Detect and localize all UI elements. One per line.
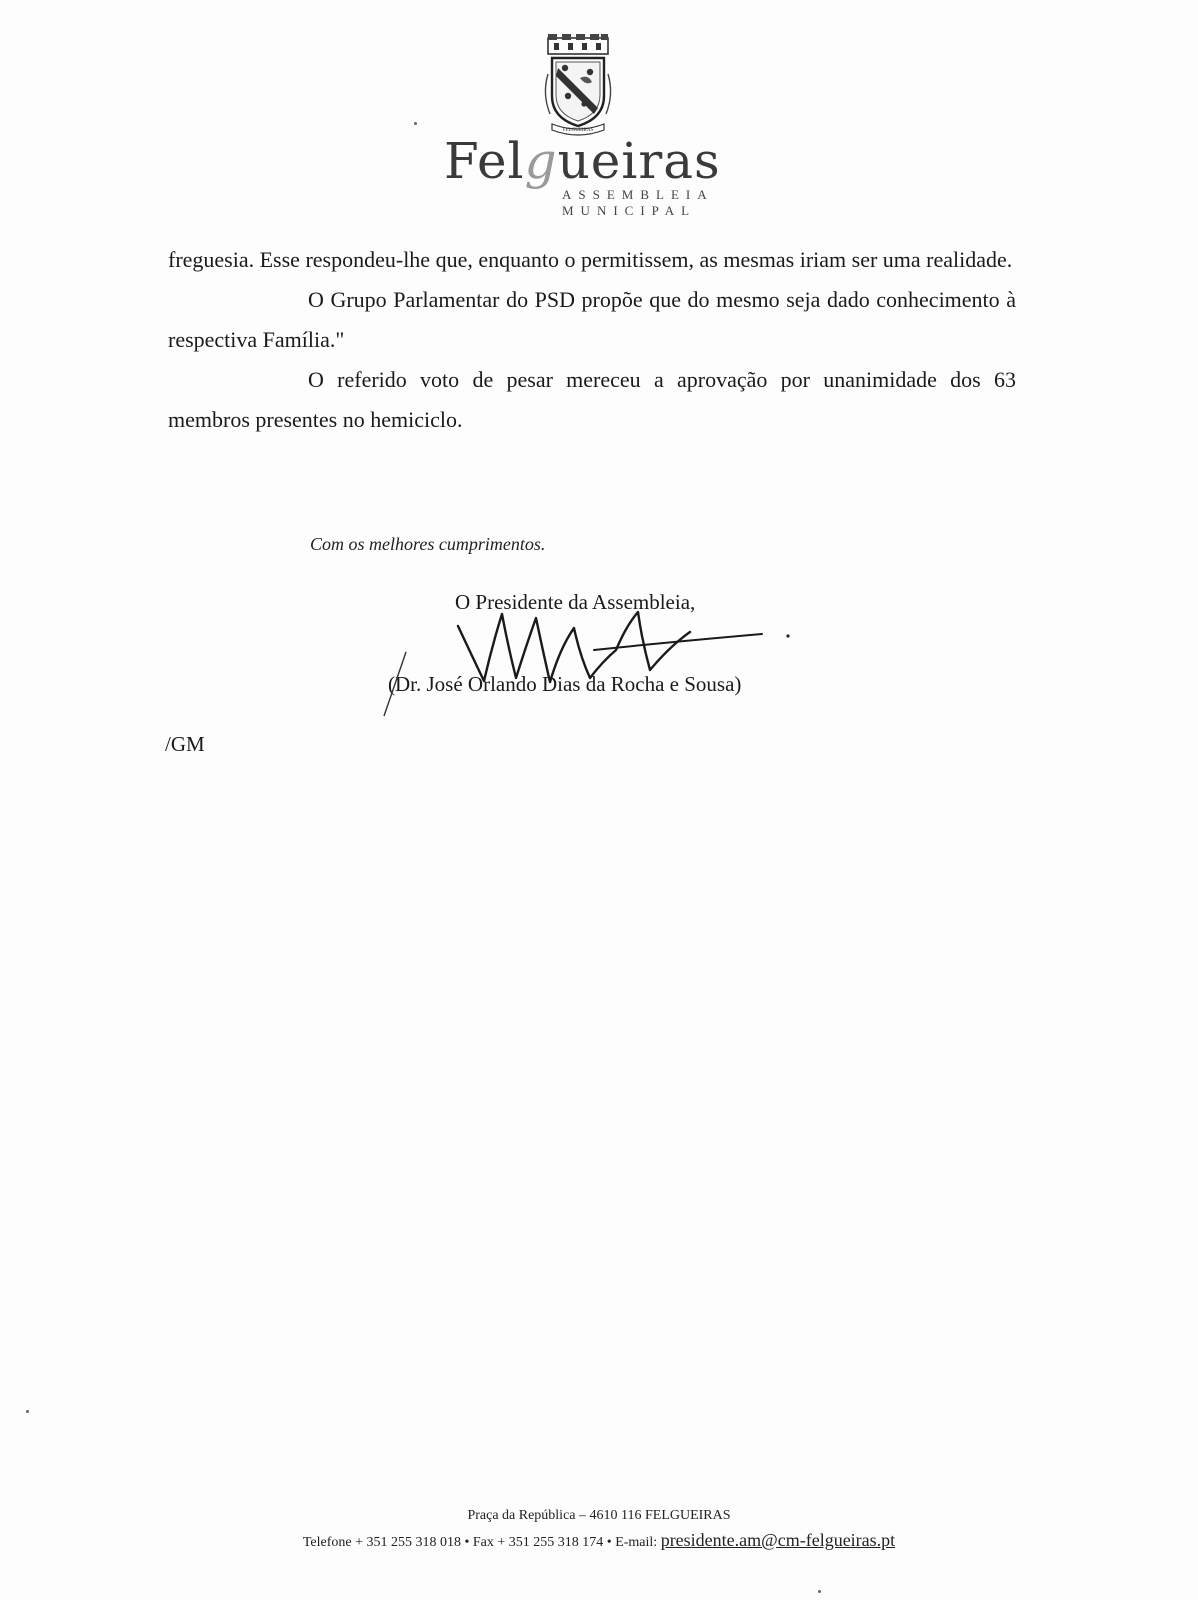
signatory-title: O Presidente da Assembleia, (455, 590, 696, 614)
closing-greeting: Com os melhores cumprimentos. (310, 534, 546, 554)
svg-text:FELGUEIRAS: FELGUEIRAS (562, 128, 594, 133)
footer-address: Praça da República – 4610 116 FELGUEIRAS (467, 1508, 731, 1523)
municipal-crest-icon (538, 34, 618, 136)
body-paragraph-2: O Grupo Parlamentar do PSD propõe que do mesmo seja dado conhecimento à respectiva Família." (168, 287, 1016, 352)
brand-wordmark (444, 132, 721, 190)
brand-subtitle-line2: MUNICIPAL (562, 203, 697, 218)
brand-name-suffix: ueiras (557, 132, 721, 190)
reference-initials: /GM (165, 732, 205, 756)
body-paragraph-1: freguesia. Esse respondeu-lhe que, enquanto o permitissem, as mesmas iriam ser uma realidade. (168, 247, 1013, 272)
scan-speck (414, 122, 417, 125)
brand-name-prefix: Fel (444, 132, 525, 190)
footer-email-link[interactable]: presidente.am@cm-felgueiras.pt (660, 1530, 896, 1550)
handwritten-signature (380, 586, 820, 736)
letter-body (168, 240, 1016, 440)
brand-name-g: g (524, 132, 558, 190)
brand-subtitle-line1: ASSEMBLEIA (562, 187, 714, 202)
signatory-name: (Dr. José Orlando Dias da Rocha e Sousa) (388, 672, 742, 696)
footer-contact-text: Telefone + 351 255 318 018 • Fax + 351 255 318 174 • E-mail: (302, 1535, 658, 1550)
body-paragraph-3: O referido voto de pesar mereceu a aprovação por unanimidade dos 63 membros presentes no hemiciclo. (168, 367, 1016, 432)
scan-speck (818, 1590, 821, 1593)
footer-contact (0, 1530, 1198, 1551)
scan-speck (26, 1410, 29, 1413)
